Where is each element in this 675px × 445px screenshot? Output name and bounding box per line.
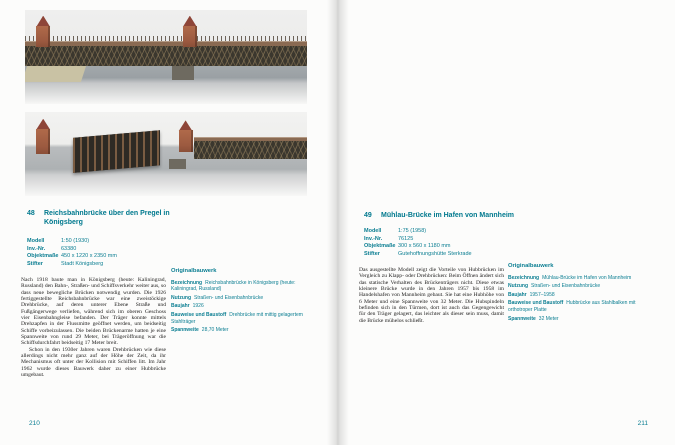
field-label: Baujahr [171,303,190,310]
model-metadata [364,228,524,258]
photo-decoration [36,26,50,47]
photo-decoration [183,26,197,47]
meta-label: Modell [364,228,382,234]
photo-decoration [172,65,195,80]
field-value: 28,70 Meter [201,327,229,334]
field-label: Bezeichnung [508,274,540,281]
entry-number: 48 [27,210,35,217]
photo-decoration [25,41,307,46]
meta-label: Inv.-Nr. [27,245,46,252]
original-structure-heading: Originalbauwerk [171,268,217,274]
field-value: 1926 [192,303,204,310]
entry-heading [27,209,182,227]
field-value: Hubbrücke aus Stahlbalken mit orthotroper Platte [508,300,636,313]
meta-label: Objektmaße [27,253,59,260]
page-number: 211 [637,420,648,427]
field-value: 32 Meter [538,315,559,322]
photo-decoration [194,141,307,159]
meta-row [27,238,187,246]
original-field [508,300,656,313]
field-label: Bauweise und Baustoff [171,311,227,318]
field-label: Baujahr [508,291,527,298]
meta-value: 1:75 (1958) [398,228,427,234]
meta-value: 1:50 (1930) [61,238,90,244]
meta-value: 300 x 560 x 1180 mm [398,243,451,250]
original-field [508,283,656,290]
original-field [508,275,656,282]
entry-title: Reichsbahnbrücke über den Pregel in Königsberg [44,210,170,226]
meta-value: 76125 [398,235,414,242]
original-field [171,295,321,302]
original-field [171,280,321,293]
original-structure-box [508,263,656,324]
field-value: Reichsbahnbrücke in Königsberg (heute: Kaliningrad, Russland) [171,279,296,293]
original-field [171,312,321,325]
original-field [171,303,321,310]
body-text [21,277,166,379]
field-label: Spannweite [171,327,199,334]
meta-row [364,236,524,244]
meta-value: Stadt Königsberg [61,260,104,267]
original-field [171,327,321,334]
model-metadata [27,238,187,268]
meta-row [364,228,524,236]
field-label: Nutzung [171,294,191,301]
field-value: 1957–1958 [529,291,555,298]
field-label: Bezeichnung [171,279,203,286]
photo-swing-bridge-open [25,112,307,196]
photo-decoration [169,159,186,169]
page-right [338,0,675,445]
meta-label: Modell [27,238,45,244]
field-value: Straßen- und Eisenbahnbrücke [531,283,601,290]
meta-label: Stifter [27,260,43,267]
meta-row [27,246,187,254]
meta-label: Objektmaße [364,243,396,250]
field-value: Mühlau-Brücke im Hafen von Mannheim [542,274,632,281]
meta-value: 63380 [61,245,77,252]
original-field [508,292,656,299]
field-value: Drehbrücke mit mittig gelagertem Stahlträger [171,311,303,325]
photo-decoration [179,130,193,152]
original-structure-box [171,268,321,336]
photo-decoration [25,44,307,67]
photo-decoration [73,130,160,173]
photo-decoration [36,129,50,154]
paragraph: Das ausgestellte Modell zeigt die Vorteile von Hubbrücken im Vergleich zu Klapp- oder Drehbrücken: Beim Öffnen ändert sich das statische Verhalten des Brückenträgers nicht. Diese etwas kleinere Brücke wurde in den Jahren 1957 bis 1958 im Handelshafen von Mannheim gebaut. Sie hat eine Hubhöhe von 6 Meter und eine Spannweite von 32 Meter. Die Hubspindeln befinden sich in den Türmen, dort ist auch das Gegengewicht für den Träger gelagert, das leichter als dieser sein muss, damit die Brücke mühelos schließt. [359,267,504,324]
entry-heading [364,211,564,220]
meta-row [364,251,524,259]
field-label: Spannweite [508,315,536,322]
field-label: Bauweise und Baustoff [508,300,564,307]
meta-value: Gutehoffnungshütte Sterkrade [398,250,472,257]
original-field [508,316,656,323]
meta-row [27,253,187,261]
field-value: Straßen- und Eisenbahnbrücke [194,294,264,301]
body-text [359,267,504,324]
entry-number: 49 [364,212,372,219]
paragraph: Schon in den 1930er Jahren waren Drehbrücken wie diese allerdings nicht mehr ganz auf der Höhe der Zeit, da ihr Mechanismus oft unter der Kollision mit Schiffen litt. Im Jahr 1962 wurde dieses Bauwerk daher zu einer Hubbrücke umgebaut. [21,346,166,379]
meta-row [27,261,187,269]
meta-label: Inv.-Nr. [364,235,383,242]
meta-row [364,243,524,251]
page-number: 210 [29,420,40,427]
page-left [0,0,337,445]
entry-title: Mühlau-Brücke im Hafen von Mannheim [381,212,515,219]
photo-swing-bridge-closed [25,10,307,104]
meta-label: Stifter [364,250,380,257]
paragraph: Nach 1918 baute man in Königsberg (heute: Kaliningrad, Russland) den Bahn-, Straßen- und Schiffsverkehr weiter aus, so dass neue bewegliche Brücken notwendig wurden. Die 1926 fertiggestellte Reichsbahnbrücke war eine zweistöckige Drehbrücke, auf deren unterer Ebene Straße und Fußgängerwege verliefen, während sich im oberen Geschoss vier Eisenbahngleise befanden. Der Träger konnte mittels Drehzapfen in der Flussmitte geöffnet werden, um beidseitig Schiffe vorbeizulassen. Die beiden Brückenarme hatten je eine Spannweite von rund 29 Meter, bei Trägeröffnung war die Schiffsdurchfahrt beidseitig 17 Meter breit. [21,277,166,347]
field-label: Nutzung [508,283,528,290]
meta-value: 450 x 1220 x 2350 mm [61,253,117,260]
original-structure-heading: Originalbauwerk [508,263,554,269]
